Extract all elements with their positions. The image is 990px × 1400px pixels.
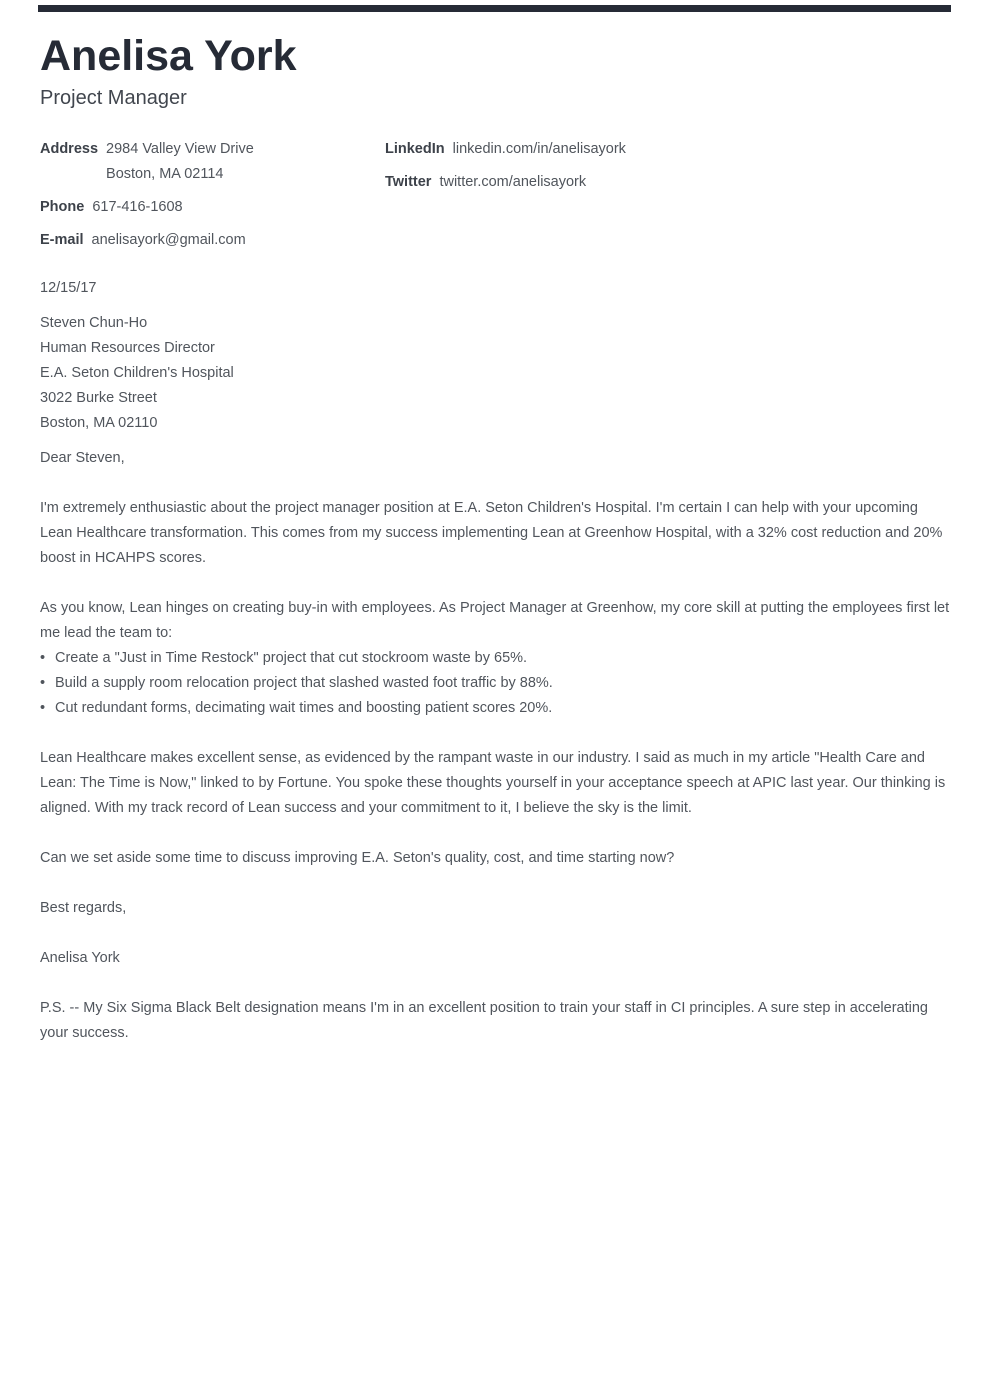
- address-label: Address: [40, 141, 99, 157]
- phone-label: Phone: [40, 199, 85, 215]
- twitter-url: twitter.com/anelisayork: [439, 174, 587, 190]
- recipient-city: Boston, MA 02110: [40, 415, 158, 431]
- recipient-company: E.A. Seton Children's Hospital: [40, 365, 234, 381]
- bullet-marker: •: [40, 700, 46, 716]
- candidate-name: Anelisa York: [40, 32, 297, 80]
- phone-value: [92, 195, 182, 220]
- email-label: E-mail: [40, 232, 84, 248]
- recipient-name: Steven Chun-Ho: [40, 315, 148, 331]
- contact-column-left: [40, 137, 385, 253]
- paragraph-rationale: Lean Healthcare makes excellent sense, as evidenced by the rampant waste in our industry. I said as much in my article "Health Care and Lean: The Time is Now," linked to by Fortune. You spoke these thoughts yourself in your acceptance speech at APIC last year. Our thinking is aligned. With my track record of Lean success and your commitment to it, I believe the sky is the limit.: [40, 750, 946, 816]
- bullet-item: [40, 646, 950, 671]
- paragraph-call-to-action: Can we set aside some time to discuss improving E.A. Seton's quality, cost, and time starting now?: [40, 850, 675, 866]
- phone-number: 617-416-1608: [92, 199, 183, 215]
- address-line-1: 2984 Valley View Drive: [106, 141, 254, 157]
- bullet-item: [40, 696, 950, 721]
- bullet-text: Create a "Just in Time Restock" project that cut stockroom waste by 65%.: [55, 650, 528, 666]
- achievement-bullet-list: [40, 646, 950, 721]
- letter-date: 12/15/17: [40, 280, 97, 296]
- bullet-item: [40, 671, 950, 696]
- contact-row-address: [40, 137, 385, 187]
- contact-row-phone: [40, 195, 385, 220]
- bullet-marker: •: [40, 675, 46, 691]
- recipient-title: Human Resources Director: [40, 340, 215, 356]
- bullet-text: Build a supply room relocation project that slashed wasted foot traffic by 88%.: [55, 675, 553, 691]
- contact-row-linkedin: [385, 137, 950, 162]
- twitter-label: Twitter: [385, 174, 432, 190]
- linkedin-url: linkedin.com/in/anelisayork: [452, 141, 626, 157]
- contact-row-twitter: [385, 170, 950, 195]
- signature-name: Anelisa York: [40, 950, 120, 966]
- top-accent-bar: [38, 5, 951, 12]
- candidate-job-title: Project Manager: [40, 87, 187, 109]
- contact-row-email: [40, 228, 385, 253]
- contact-section: [40, 137, 950, 253]
- bullet-text: Cut redundant forms, decimating wait times and boosting patient scores 20%.: [55, 700, 553, 716]
- postscript: P.S. -- My Six Sigma Black Belt designation means I'm in an excellent position to train your staff in CI principles. A sure step in accelerating your success.: [40, 1000, 928, 1041]
- linkedin-label: LinkedIn: [385, 141, 445, 157]
- address-value: [106, 137, 254, 187]
- email-value: [92, 228, 246, 253]
- paragraph-intro: I'm extremely enthusiastic about the project manager position at E.A. Seton Children's Hospital. I'm certain I can help with your upcoming Lean Healthcare transformation. This comes from my success implementing Lean at Greenhow Hospital, with a 32% cost reduction and 20% boost in HCAHPS scores.: [40, 500, 943, 566]
- closing-line: Best regards,: [40, 900, 127, 916]
- email-address: anelisayork@gmail.com: [91, 232, 246, 248]
- salutation: Dear Steven,: [40, 450, 125, 466]
- bullet-marker: •: [40, 650, 46, 666]
- paragraph-lead-in: As you know, Lean hinges on creating buy-in with employees. As Project Manager at Greenhow, my core skill at putting the employees first let me lead the team to:: [40, 600, 950, 641]
- recipient-street: 3022 Burke Street: [40, 390, 157, 406]
- letter-body: [40, 276, 950, 1046]
- address-line-2: Boston, MA 02114: [106, 166, 224, 182]
- contact-column-right: [385, 137, 950, 253]
- linkedin-value: [453, 137, 626, 162]
- twitter-value: [439, 170, 586, 195]
- recipient-block: [40, 311, 950, 436]
